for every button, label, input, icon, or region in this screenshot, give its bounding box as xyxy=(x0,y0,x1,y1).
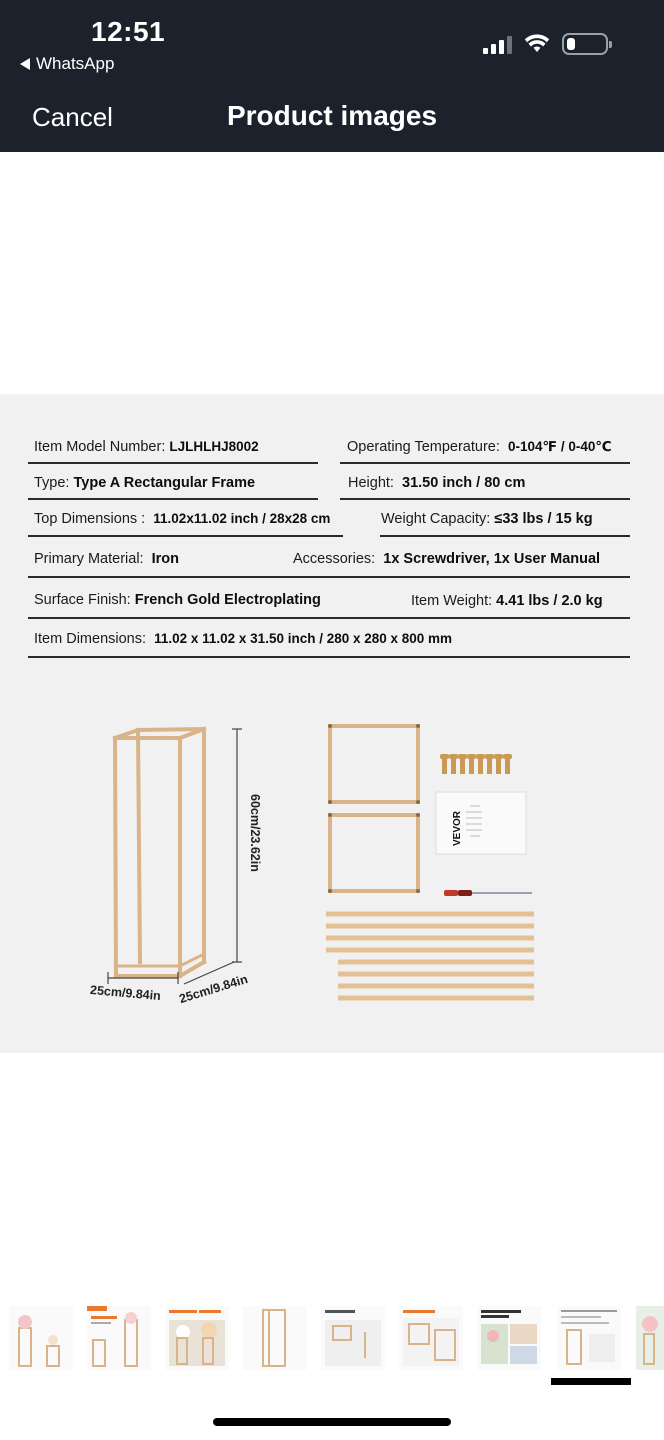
spec-top-dimensions: Top Dimensions : 11.02x11.02 inch / 28x28 cm xyxy=(34,511,331,527)
cellular-signal-icon xyxy=(483,34,512,54)
spec-model: Item Model Number: LJLHLHJ8002 xyxy=(34,439,259,455)
spec-item-dimensions: Item Dimensions: 11.02 x 11.02 x 31.50 inch / 280 x 280 x 800 mm xyxy=(34,631,453,647)
home-indicator[interactable] xyxy=(213,1418,451,1426)
page-title: Product images xyxy=(226,100,438,131)
depth-dimension-label: 25cm/9.84in xyxy=(177,971,250,1007)
parts-layout-drawing xyxy=(320,716,550,1016)
top-bar xyxy=(0,0,664,152)
thumbnail-9[interactable] xyxy=(636,1306,664,1370)
thumbnail-5[interactable] xyxy=(321,1306,385,1370)
status-icons xyxy=(483,33,608,55)
thumbnail-strip[interactable] xyxy=(0,1300,664,1380)
cancel-button[interactable]: Cancel xyxy=(32,102,113,132)
thumbnail-2[interactable] xyxy=(87,1306,151,1370)
spec-height: Height: 31.50 inch / 80 cm xyxy=(348,475,526,491)
thumbnail-1[interactable] xyxy=(9,1306,73,1370)
back-app-label: WhatsApp xyxy=(36,54,115,73)
battery-icon xyxy=(562,33,608,55)
thumbnail-7[interactable] xyxy=(477,1306,541,1370)
back-to-app-link[interactable] xyxy=(20,54,114,74)
spec-accessories: Accessories: 1x Screwdriver, 1x User Manual xyxy=(293,551,601,567)
active-thumbnail-indicator xyxy=(551,1378,631,1385)
height-dimension-label: 60cm/23.62in xyxy=(248,794,262,872)
spec-weight-capacity: Weight Capacity: ≤33 lbs / 15 kg xyxy=(381,511,593,527)
spec-temperature: Operating Temperature: 0-104℉ / 0-40℃ xyxy=(347,439,612,455)
spec-type: Type: Type A Rectangular Frame xyxy=(34,475,256,491)
width-dimension-label: 25cm/9.84in xyxy=(89,982,162,1004)
status-time: 12:51 xyxy=(91,16,166,47)
thumbnail-6[interactable] xyxy=(399,1306,463,1370)
spec-item-weight: Item Weight: 4.41 lbs / 2.0 kg xyxy=(411,593,603,609)
thumbnail-4[interactable] xyxy=(243,1306,307,1370)
spec-material: Primary Material: Iron xyxy=(34,551,180,567)
thumbnail-3[interactable] xyxy=(165,1306,229,1370)
back-triangle-icon xyxy=(20,58,30,70)
thumbnail-8[interactable] xyxy=(557,1306,621,1370)
manual-brand-label: VEVOR xyxy=(452,810,463,846)
product-image xyxy=(0,394,664,1053)
spec-surface-finish: Surface Finish: French Gold Electroplating xyxy=(34,592,321,608)
wifi-icon xyxy=(524,34,550,54)
